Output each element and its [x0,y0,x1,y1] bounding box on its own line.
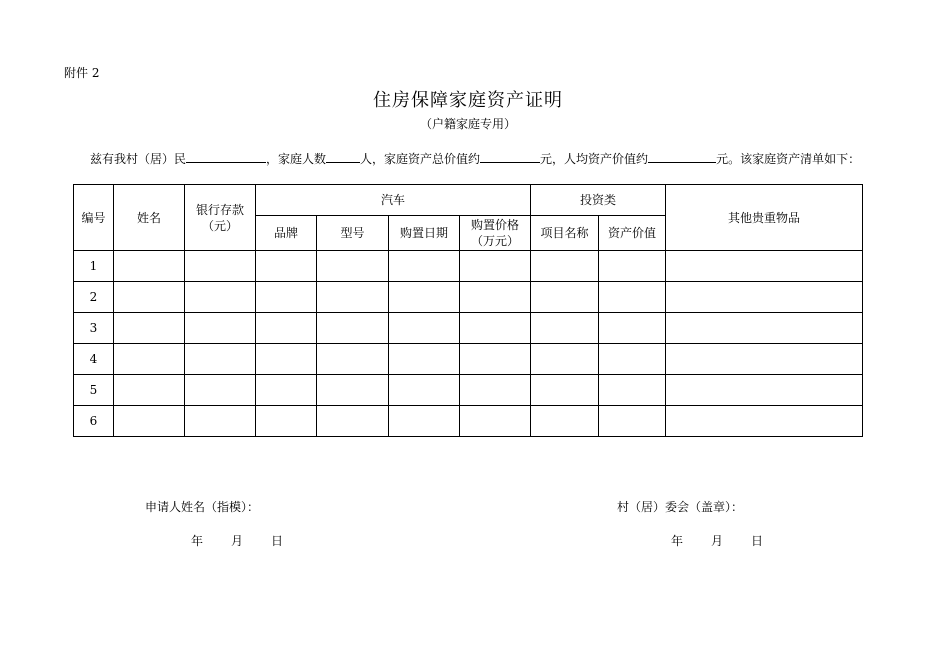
cell-brand[interactable] [256,251,317,282]
intro-paragraph [64,150,876,168]
cell-asset-value[interactable] [599,344,666,375]
cell-deposit[interactable] [185,282,256,313]
header-asset-value: 资产价值 [599,216,666,251]
cell-brand[interactable] [256,282,317,313]
cell-other-valuables[interactable] [666,375,863,406]
cell-purchase-date[interactable] [389,375,460,406]
table-body [74,251,863,437]
cell-project-name[interactable] [531,344,599,375]
cell-project-name[interactable] [531,406,599,437]
cell-project-name[interactable] [531,313,599,344]
cell-model[interactable] [317,282,389,313]
table-row [74,282,863,313]
cell-purchase-price[interactable] [460,406,531,437]
total-assets-blank[interactable] [480,150,540,163]
header-deposit [185,185,256,251]
document-title: 住房保障家庭资产证明 [373,90,563,111]
cell-asset-value[interactable] [599,282,666,313]
cell-other-valuables[interactable] [666,313,863,344]
cell-deposit[interactable] [185,344,256,375]
cell-asset-value[interactable] [599,251,666,282]
cell-brand[interactable] [256,313,317,344]
header-deposit-line2: （元） [201,218,238,233]
cell-purchase-price[interactable] [460,282,531,313]
cell-model[interactable] [317,406,389,437]
cell-name[interactable] [114,282,185,313]
cell-model[interactable] [317,375,389,406]
cell-project-name[interactable] [531,251,599,282]
applicant-date-month: 月 [231,534,244,548]
cell-purchase-date[interactable] [389,313,460,344]
cell-no: 1 [74,251,114,282]
header-model: 型号 [317,216,389,251]
header-no: 编号 [74,185,114,251]
document-subtitle: （户籍家庭专用） [419,117,516,131]
header-purchase-price-line1: 购置价格 [471,218,520,232]
cell-no: 4 [74,344,114,375]
cell-other-valuables[interactable] [666,406,863,437]
header-purchase-price-line2: （万元） [471,234,520,248]
intro-text-3: 人，家庭资产总价值约 [360,152,481,166]
cell-purchase-date[interactable] [389,406,460,437]
cell-no: 2 [74,282,114,313]
household-size-blank[interactable] [326,150,360,163]
intro-text-2: ，家庭人数 [266,152,327,166]
cell-purchase-price[interactable] [460,313,531,344]
cell-purchase-date[interactable] [389,251,460,282]
committee-seal-label: 村（居）委会（盖章）： [617,500,744,514]
intro-text-4: 元，人均资产价值约 [540,152,649,166]
cell-purchase-price[interactable] [460,375,531,406]
committee-date-month: 月 [711,534,724,548]
cell-model[interactable] [317,344,389,375]
header-name: 姓名 [114,185,185,251]
table-row [74,375,863,406]
resident-name-blank[interactable] [186,150,266,163]
table-header-row-1 [74,185,863,216]
cell-other-valuables[interactable] [666,251,863,282]
cell-no: 5 [74,375,114,406]
applicant-date-day: 日 [271,534,284,548]
cell-project-name[interactable] [531,282,599,313]
header-project-name: 项目名称 [531,216,599,251]
cell-project-name[interactable] [531,375,599,406]
table-row [74,344,863,375]
cell-deposit[interactable] [185,375,256,406]
cell-name[interactable] [114,406,185,437]
header-purchase-date: 购置日期 [389,216,460,251]
table-row [74,406,863,437]
intro-text-1: 兹有我村（居）民 [90,152,187,166]
cell-asset-value[interactable] [599,375,666,406]
intro-text-5: 元。该家庭资产清单如下： [716,152,861,166]
cell-brand[interactable] [256,406,317,437]
cell-purchase-date[interactable] [389,344,460,375]
header-deposit-line1: 银行存款 [195,202,244,217]
cell-model[interactable] [317,313,389,344]
cell-name[interactable] [114,251,185,282]
header-brand: 品牌 [256,216,317,251]
committee-date-day: 日 [751,534,764,548]
applicant-date-year: 年 [191,534,204,548]
attachment-label: 附件 2 [64,66,100,80]
per-capita-assets-blank[interactable] [648,150,716,163]
cell-brand[interactable] [256,344,317,375]
header-investment: 投资类 [531,185,666,216]
cell-purchase-price[interactable] [460,251,531,282]
cell-no: 3 [74,313,114,344]
cell-other-valuables[interactable] [666,282,863,313]
cell-asset-value[interactable] [599,406,666,437]
cell-purchase-date[interactable] [389,282,460,313]
asset-table [73,184,863,437]
table-row [74,251,863,282]
cell-other-valuables[interactable] [666,344,863,375]
cell-brand[interactable] [256,375,317,406]
committee-date-year: 年 [671,534,684,548]
header-purchase-price [460,216,531,251]
cell-deposit[interactable] [185,406,256,437]
table-row [74,313,863,344]
header-other-valuables: 其他贵重物品 [666,185,863,251]
applicant-label: 申请人姓名（指模）： [145,500,260,514]
cell-no: 6 [74,406,114,437]
cell-model[interactable] [317,251,389,282]
cell-deposit[interactable] [185,313,256,344]
cell-name[interactable] [114,344,185,375]
cell-asset-value[interactable] [599,313,666,344]
cell-deposit[interactable] [185,251,256,282]
cell-name[interactable] [114,375,185,406]
cell-purchase-price[interactable] [460,344,531,375]
header-car: 汽车 [256,185,531,216]
cell-name[interactable] [114,313,185,344]
